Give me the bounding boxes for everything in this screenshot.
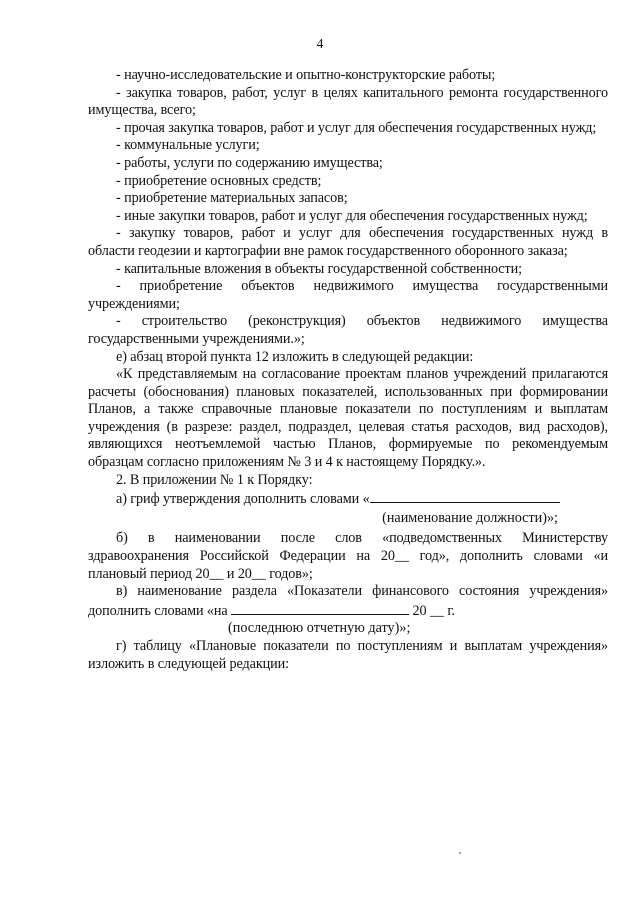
list-item: - капитальные вложения в объекты государственной собственности; bbox=[116, 260, 522, 277]
section-2-heading: 2. В приложении № 1 к Порядку: bbox=[116, 471, 313, 488]
list-item: - научно-исследовательские и опытно-конструкторские работы; bbox=[116, 67, 496, 83]
item-v-year: 20 __ г. bbox=[412, 602, 455, 619]
document-body bbox=[88, 67, 608, 673]
scan-speck bbox=[459, 852, 461, 854]
list-item: - приобретение объектов недвижимого имущества государственными учреждениями; bbox=[88, 278, 608, 312]
item-b-text: б) в наименовании после слов «подведомственных Министерству здравоохранения Российской Федерации на 20__ год», дополнить словами «и плановый период 20__ и 20__ годов»; bbox=[88, 530, 608, 582]
list-item: - коммунальные услуги; bbox=[116, 137, 260, 154]
item-v-text: в) наименование раздела «Показатели финансового состояния учреждения» дополнить словами «на bbox=[88, 583, 608, 619]
item-v-line bbox=[88, 583, 608, 620]
list-item: - закупку товаров, работ и услуг для обеспечения государственных нужд в области геодезии и картографии вне рамок государственного оборонного заказа; bbox=[88, 225, 608, 259]
list-item: - приобретение основных средств; bbox=[116, 172, 322, 189]
list-item: - строительство (реконструкция) объектов недвижимого имущества государственными учреждениями.»; bbox=[88, 313, 608, 347]
item-a-line bbox=[88, 489, 608, 509]
item-e-intro: е) абзац второй пункта 12 изложить в следующей редакции: bbox=[116, 348, 474, 365]
page-number: 4 bbox=[316, 36, 324, 51]
list-item: - приобретение материальных запасов; bbox=[116, 190, 348, 207]
item-a-caption bbox=[88, 509, 608, 528]
item-a-text: а) гриф утверждения дополнить словами « bbox=[116, 491, 370, 508]
list-item: - прочая закупка товаров, работ и услуг для обеспечения государственных нужд; bbox=[116, 119, 597, 136]
item-g-text: г) таблицу «Плановые показатели по поступлениям и выплатам учреждения» изложить в следующей редакции: bbox=[88, 638, 608, 672]
list-item: - закупка товаров, работ, услуг в целях капитального ремонта государственного имущества, всего; bbox=[88, 84, 608, 119]
list-item: - работы, услуги по содержанию имущества; bbox=[116, 154, 383, 171]
item-v-caption: (последнюю отчетную дату)»; bbox=[228, 620, 411, 637]
list-item: - иные закупки товаров, работ и услуг для обеспечения государственных нужд; bbox=[116, 207, 588, 224]
item-a-caption-text: (наименование должности)»; bbox=[382, 509, 558, 526]
blank-line bbox=[231, 601, 409, 615]
item-e-quote: «К представляемым на согласование проектам планов учреждений прилагаются расчеты (обоснования) плановых показателей, использованных при формировании Планов, а также справочные плановые показатели по поступлениям и выплатам учреждения (в разрезе: раздел, подраздел, целевая статья расходов, вид расходов), являющихся неотъемлемой частью Планов, формируемые по рекомендуемым образцам согласно приложениям № 3 и 4 к настоящему Порядку.». bbox=[88, 366, 608, 471]
blank-line bbox=[370, 489, 560, 503]
